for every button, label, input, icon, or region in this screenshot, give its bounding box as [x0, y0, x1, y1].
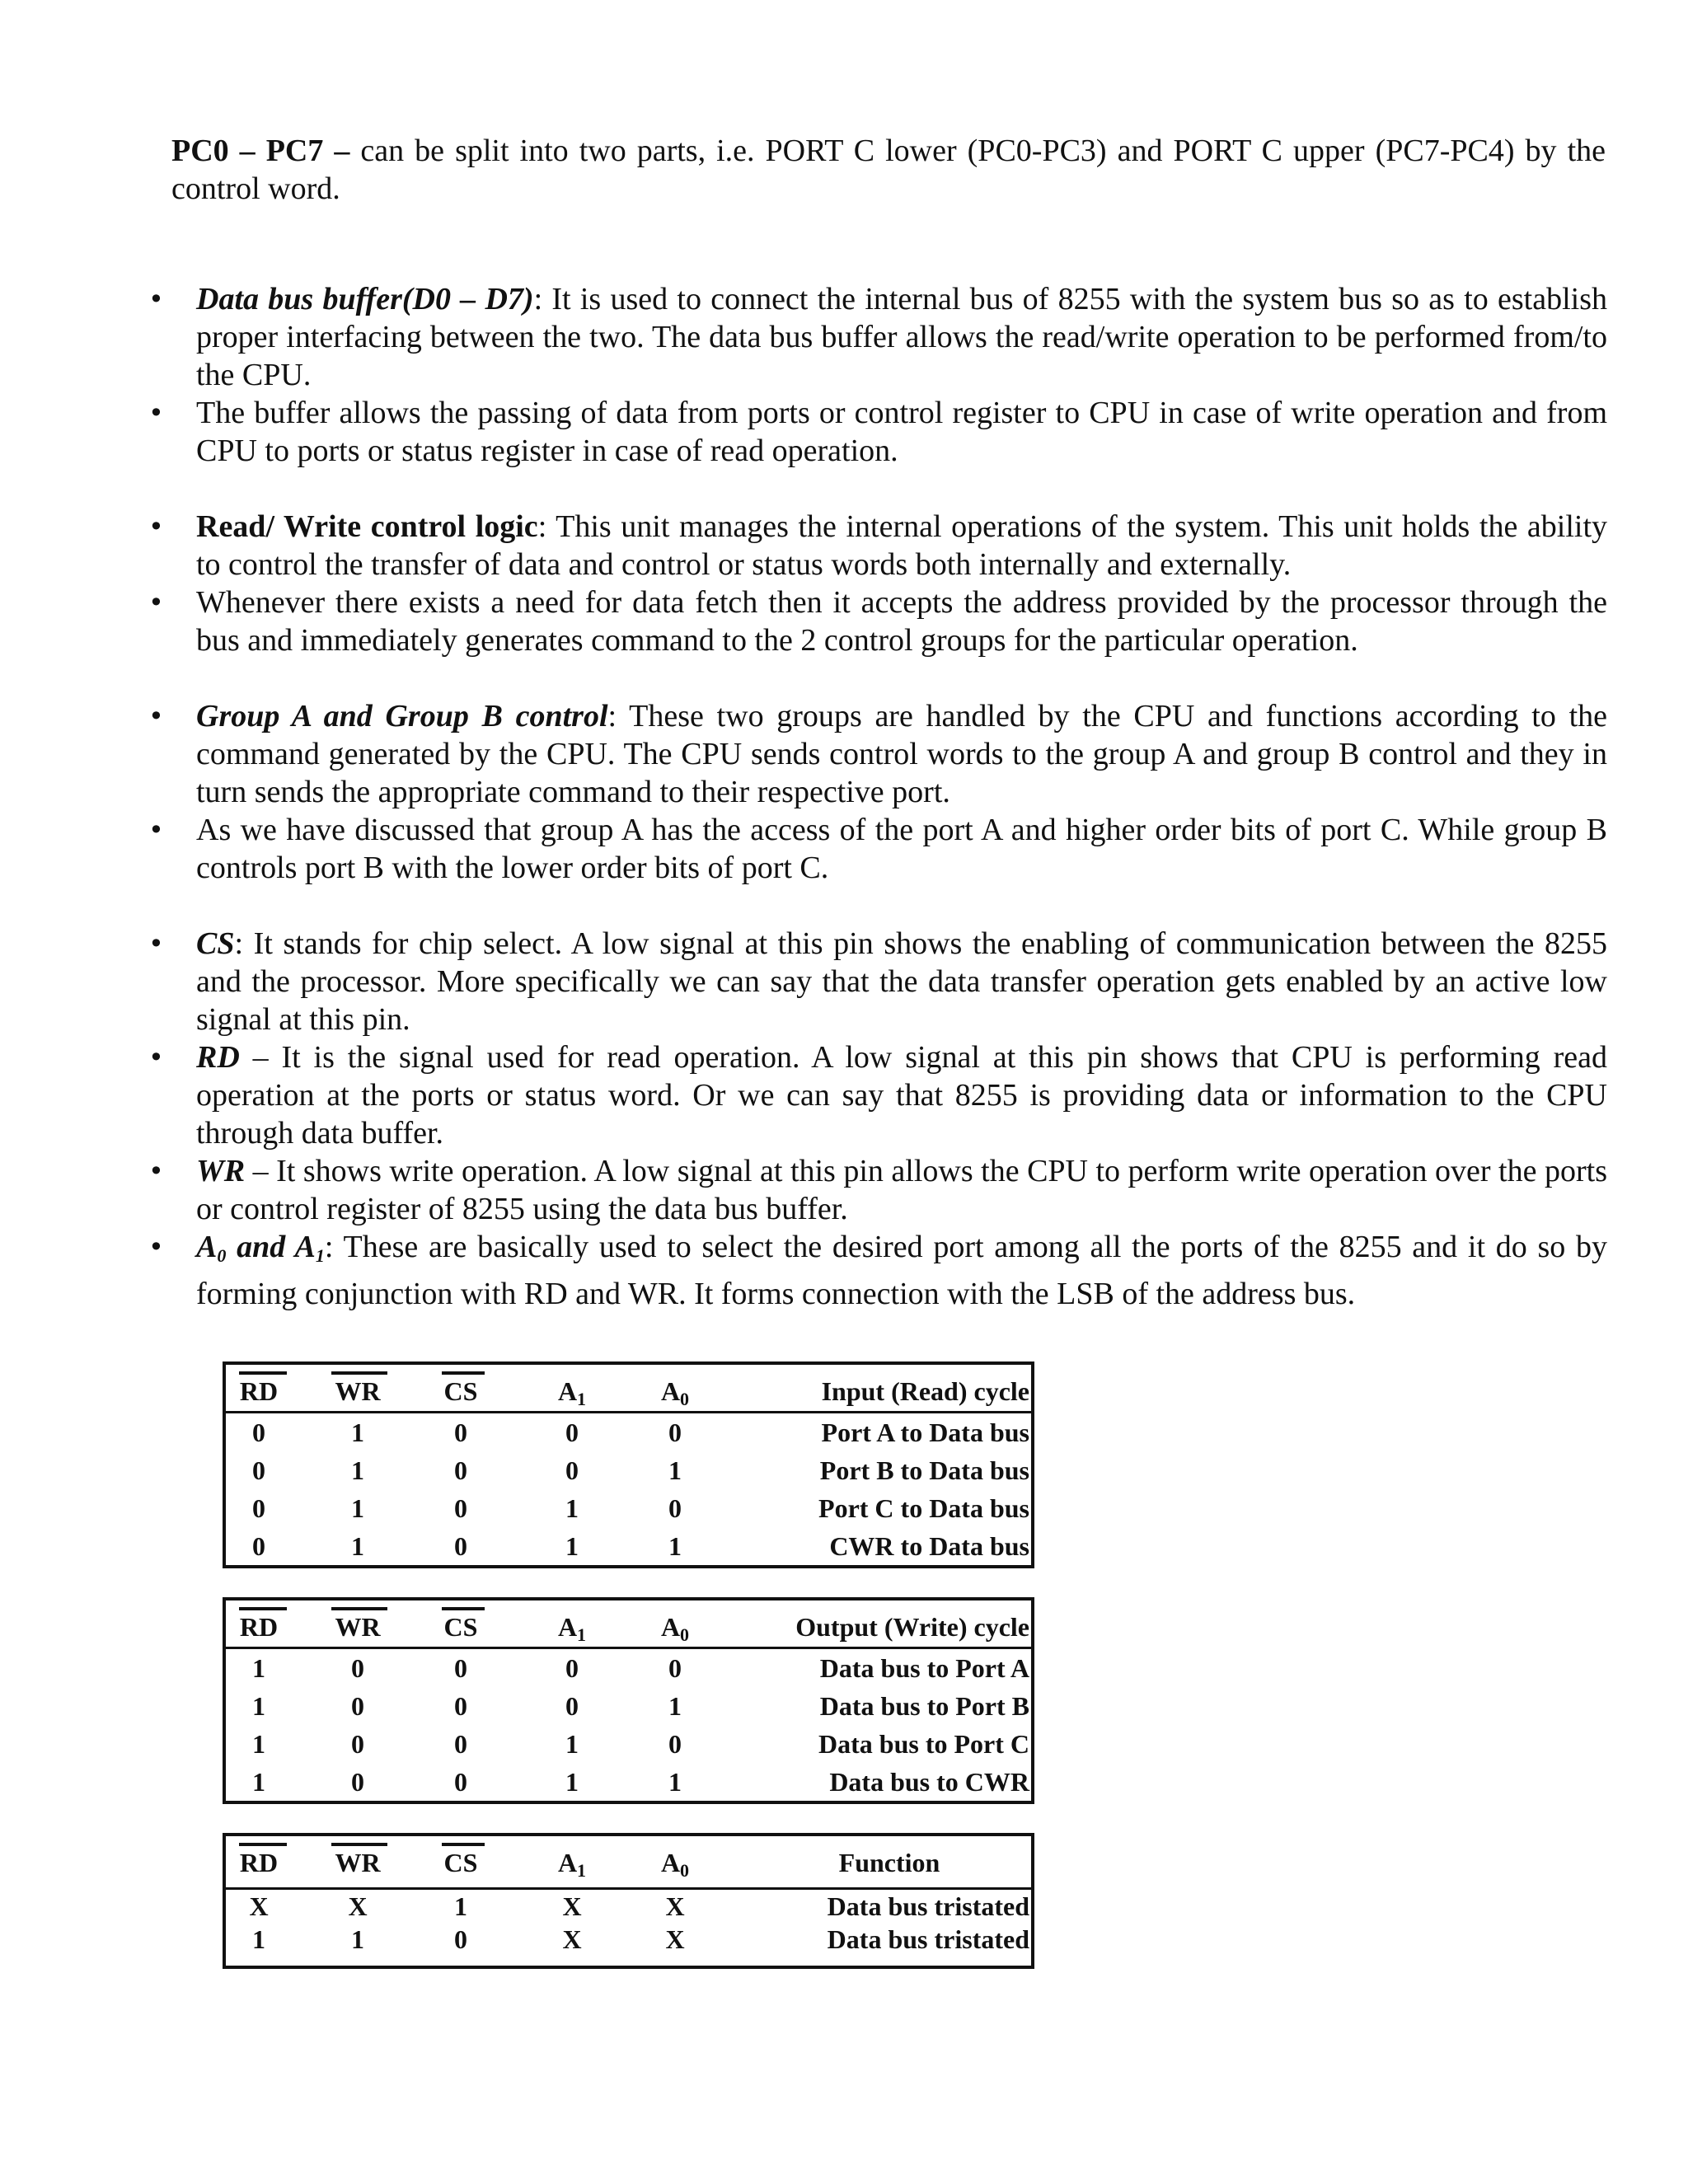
- table-cell: Data bus tristated: [827, 1924, 1029, 1954]
- bullet-list: [148, 280, 1607, 1313]
- table-header: [226, 1601, 1031, 1649]
- bullet-text: : These two groups are handled by the CPU and functions according to the command generated by the CPU. The CPU sends control words to the group A and group B control and they in turn sends the appropriate command to their respective port.: [196, 699, 1607, 809]
- table-cell: 0: [454, 1767, 467, 1797]
- subscript: 0: [680, 1389, 690, 1409]
- table-cell: 1: [252, 1924, 265, 1954]
- table-cell: 0: [454, 1531, 467, 1561]
- bullet-text: – It shows write operation. A low signal at this pin allows the CPU to perform write operation over the ports or control register of 8255 using the data bus buffer.: [196, 1154, 1607, 1226]
- bullet-lead: WR: [196, 1154, 246, 1188]
- table-cell: 0: [252, 1531, 265, 1561]
- header-wr: WR: [335, 1376, 381, 1406]
- table-cell: 0: [565, 1691, 579, 1721]
- bullet-lead: Data bus buffer(D0 – D7): [196, 282, 534, 316]
- table-cell: 1: [565, 1729, 579, 1759]
- table-cell: Data bus tristated: [827, 1891, 1029, 1921]
- table-row: [226, 1687, 1031, 1725]
- bullet-lead: Read/ Write control logic: [196, 509, 538, 544]
- intro-paragraph: [171, 132, 1606, 208]
- table-cell: X: [665, 1924, 685, 1954]
- header-a1-letter: A: [557, 1376, 578, 1406]
- bullet-lead: CS: [196, 926, 235, 961]
- table-cell: X: [348, 1891, 368, 1921]
- subscript: 1: [577, 1624, 587, 1645]
- bullet-text: As we have discussed that group A has the access of the port A and higher order bits of port C. While group B controls port B with the lower order bits of port C.: [196, 813, 1607, 885]
- table-cell: 0: [351, 1691, 364, 1721]
- bullet-item: [148, 1152, 1607, 1228]
- table-header: [226, 1365, 1031, 1413]
- bullet-item: [148, 394, 1607, 470]
- bullet-item: [148, 508, 1607, 583]
- bullet-text: Whenever there exists a need for data fetch then it accepts the address provided by the processor through the bus and immediately generates command to the 2 control groups for the particular operation.: [196, 585, 1607, 658]
- table-row: [226, 1527, 1031, 1565]
- read-cycle-table: [223, 1361, 1034, 1568]
- bullet-item: [148, 697, 1607, 811]
- subscript: 0: [680, 1624, 690, 1645]
- table-cell: X: [562, 1891, 582, 1921]
- bullet-item: [148, 1228, 1607, 1313]
- table-cell: 0: [565, 1418, 579, 1447]
- intro-text: can be split into two parts, i.e. PORT C lower (PC0-PC3) and PORT C upper (PC7-PC4) by the control word.: [171, 134, 1606, 206]
- bullet-item: [148, 583, 1607, 659]
- table-row: [226, 1649, 1031, 1687]
- table-cell: 0: [454, 1493, 467, 1523]
- header-a0-letter: A: [660, 1612, 681, 1642]
- table-cell: 0: [565, 1455, 579, 1485]
- table-cell: 1: [351, 1455, 364, 1485]
- table-row: [226, 1725, 1031, 1763]
- table-cell: 0: [454, 1653, 467, 1683]
- spacer: [148, 470, 1607, 508]
- header-wr: WR: [335, 1848, 381, 1877]
- header-rd: RD: [239, 1848, 279, 1877]
- table-cell: 0: [668, 1418, 682, 1447]
- header-a0-letter: A: [660, 1376, 681, 1406]
- table-cell: Port A to Data bus: [821, 1418, 1029, 1447]
- bullet-text: – It is the signal used for read operation. A low signal at this pin shows that CPU is performing read operation at the ports or status word. Or we can say that 8255 is providing data or information to the CPU through data buffer.: [196, 1040, 1607, 1151]
- bullet-lead-part: and A: [226, 1230, 316, 1264]
- header-operation: Input (Read) cycle: [821, 1376, 1029, 1406]
- table-cell: 1: [252, 1653, 265, 1683]
- table-cell: 0: [252, 1493, 265, 1523]
- table-row: [226, 1890, 1031, 1923]
- table-cell: 1: [351, 1924, 364, 1954]
- table-cell: 0: [454, 1729, 467, 1759]
- table-cell: 0: [668, 1653, 682, 1683]
- table-cell: Data bus to Port C: [818, 1729, 1029, 1759]
- table-cell: Data bus to CWR: [829, 1767, 1029, 1797]
- header-wr: WR: [335, 1612, 381, 1642]
- table-cell: 0: [454, 1455, 467, 1485]
- table-cell: Data bus to Port A: [819, 1653, 1029, 1683]
- table-cell: 1: [252, 1691, 265, 1721]
- write-cycle-table: [223, 1597, 1034, 1804]
- table-cell: Data bus to Port B: [819, 1691, 1029, 1721]
- header-a1-letter: A: [557, 1612, 578, 1642]
- table-cell: 0: [252, 1418, 265, 1447]
- table-cell: X: [249, 1891, 269, 1921]
- bullet-lead-part: A: [196, 1230, 218, 1264]
- bullet-item: [148, 811, 1607, 887]
- bullet-text: The buffer allows the passing of data from ports or control register to CPU in case of write operation and from CPU to ports or status register in case of read operation.: [196, 396, 1607, 468]
- subscript: 0: [680, 1860, 690, 1881]
- table-row: [226, 1451, 1031, 1489]
- table-cell: 1: [565, 1531, 579, 1561]
- header-a0-letter: A: [660, 1848, 681, 1877]
- spacer: [148, 887, 1607, 925]
- header-cs: CS: [443, 1376, 478, 1406]
- table-cell: 1: [668, 1767, 682, 1797]
- table-cell: X: [665, 1891, 685, 1921]
- table-header: [226, 1836, 1031, 1890]
- subscript: 1: [577, 1860, 587, 1881]
- table-cell: CWR to Data bus: [829, 1531, 1029, 1561]
- intro-lead: PC0 – PC7 –: [171, 134, 350, 168]
- table-cell: 1: [668, 1455, 682, 1485]
- bullet-item: [148, 925, 1607, 1038]
- table-cell: 0: [351, 1729, 364, 1759]
- table-cell: 1: [454, 1891, 467, 1921]
- table-cell: 0: [252, 1455, 265, 1485]
- table-cell: 1: [668, 1691, 682, 1721]
- table-row: [226, 1413, 1031, 1451]
- table-cell: 0: [668, 1729, 682, 1759]
- bullet-text: : It stands for chip select. A low signal at this pin shows the enabling of communication between the 8255 and the processor. More specifically we can say that the data transfer operation gets enabled by an active low signal at this pin.: [196, 926, 1607, 1037]
- spacer: [148, 659, 1607, 697]
- header-a1: [539, 1836, 605, 1897]
- table-cell: 0: [351, 1653, 364, 1683]
- table-row: [226, 1763, 1031, 1801]
- bullet-item: [148, 1038, 1607, 1152]
- header-a1-letter: A: [557, 1848, 578, 1877]
- table-cell: 1: [668, 1531, 682, 1561]
- table-cell: 0: [668, 1493, 682, 1523]
- header-cs: CS: [443, 1612, 478, 1642]
- bullet-lead: Group A and Group B control: [196, 699, 608, 733]
- header-cs: CS: [443, 1848, 478, 1877]
- table-cell: 1: [565, 1767, 579, 1797]
- table-cell: 1: [351, 1531, 364, 1561]
- table-cell: 1: [351, 1418, 364, 1447]
- table-cell: 0: [454, 1924, 467, 1954]
- bullet-lead: RD: [196, 1040, 240, 1075]
- subscript: 1: [315, 1245, 325, 1266]
- table-cell: 1: [252, 1729, 265, 1759]
- bullet-text: : These are basically used to select the desired port among all the ports of the 8255 and it do so by forming conjunction with RD and WR. It forms connection with the LSB of the address bus.: [196, 1230, 1607, 1311]
- bullet-text: : This unit manages the internal operations of the system. This unit holds the ability to control the transfer of data and control or status words both internally and externally.: [196, 509, 1608, 582]
- table-cell: 0: [454, 1418, 467, 1447]
- table-cell: 0: [454, 1691, 467, 1721]
- table-cell: 0: [565, 1653, 579, 1683]
- bullet-text: : It is used to connect the internal bus of 8255 with the system bus so as to establish proper interfacing between the two. The data bus buffer allows the read/write operation to be performed from/to the CPU.: [196, 282, 1608, 392]
- table-cell: X: [562, 1924, 582, 1954]
- table-cell: 1: [565, 1493, 579, 1523]
- header-a0: [646, 1836, 704, 1897]
- table-cell: 1: [252, 1767, 265, 1797]
- table-cell: 1: [351, 1493, 364, 1523]
- subscript: 0: [217, 1245, 227, 1266]
- bullet-lead: [196, 1230, 325, 1264]
- table-cell: 0: [351, 1767, 364, 1797]
- bullet-item: [148, 280, 1607, 394]
- header-function: Function: [838, 1848, 940, 1877]
- function-table: [223, 1833, 1034, 1969]
- header-rd: RD: [239, 1376, 279, 1406]
- table-cell: Port B to Data bus: [819, 1455, 1029, 1485]
- table-row: [226, 1489, 1031, 1527]
- header-operation: Output (Write) cycle: [795, 1612, 1029, 1642]
- subscript: 1: [577, 1389, 587, 1409]
- table-cell: Port C to Data bus: [818, 1493, 1029, 1523]
- header-rd: RD: [239, 1612, 279, 1642]
- table-row: [226, 1923, 1031, 1966]
